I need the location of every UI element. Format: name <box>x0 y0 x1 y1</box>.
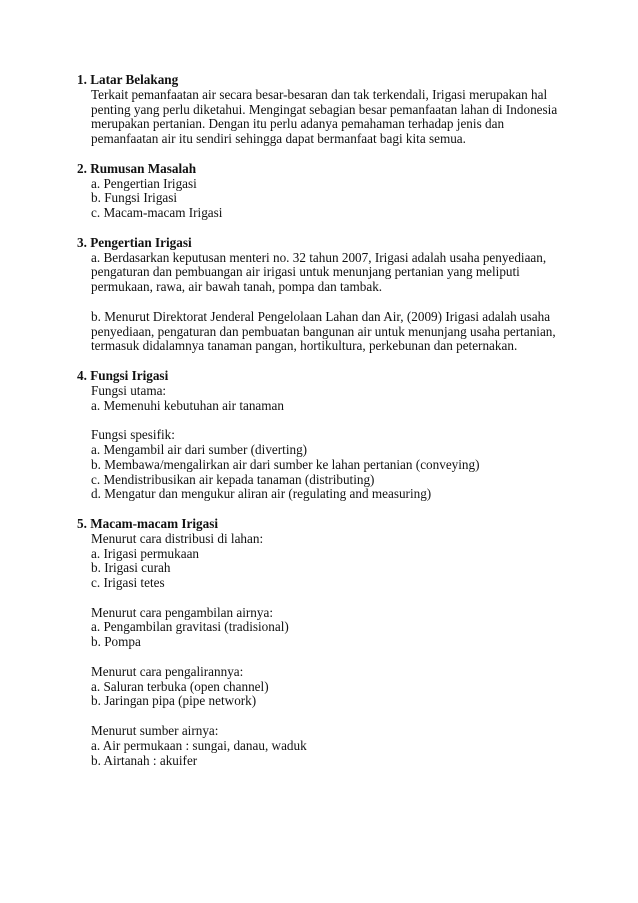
section-1 <box>77 73 577 147</box>
text-line: b. Airtanah : akuifer <box>91 752 198 768</box>
text-line: b. Membawa/mengalirkan air dari sumber ke lahan pertanian (conveying) <box>91 456 480 472</box>
paragraph <box>91 384 577 414</box>
paragraph <box>91 428 577 502</box>
document-body <box>77 73 577 783</box>
text-line: a. Air permukaan : sungai, danau, waduk <box>91 737 307 753</box>
section-2 <box>77 162 577 221</box>
section-4 <box>77 369 577 502</box>
text-line: a. Mengambil air dari sumber (diverting) <box>91 441 308 457</box>
section-3 <box>77 236 577 354</box>
section-heading: 3. Pengertian Irigasi <box>77 234 192 250</box>
text-line: permukaan, rawa, air bawah tanah, pompa dan tambak. <box>91 279 383 295</box>
text-line: b. Fungsi Irigasi <box>91 190 178 206</box>
text-line: d. Mengatur dan mengukur aliran air (regulating and measuring) <box>91 486 432 502</box>
text-line: pemanfaatan air itu sendiri sehingga dapat bermanfaat bagi kita semua. <box>91 131 466 147</box>
section-content <box>77 177 577 221</box>
text-line: Terkait pemanfaatan air secara besar-besaran dan tak terkendali, Irigasi merupakan hal <box>91 86 548 102</box>
section-heading: 5. Macam-macam Irigasi <box>77 515 218 531</box>
section-content <box>77 88 577 147</box>
text-line: b. Menurut Direktorat Jenderal Pengelolaan Lahan dan Air, (2009) Irigasi adalah usaha <box>91 308 551 324</box>
section-5 <box>77 517 577 769</box>
paragraph <box>91 310 577 354</box>
text-line: a. Pengertian Irigasi <box>91 175 197 191</box>
section-content <box>77 251 577 355</box>
text-line: a. Saluran terbuka (open channel) <box>91 678 269 694</box>
text-line: Menurut cara distribusi di lahan: <box>91 530 264 546</box>
section-heading: 4. Fungsi Irigasi <box>77 367 169 383</box>
paragraph-gap <box>91 413 577 428</box>
text-line: Menurut sumber airnya: <box>91 723 219 739</box>
paragraph <box>91 724 577 768</box>
paragraph-gap <box>91 709 577 724</box>
text-line: c. Macam-macam Irigasi <box>91 205 223 221</box>
text-line: termasuk didalamnya tanaman pangan, hortikultura, perkebunan dan peternakan. <box>91 338 518 354</box>
paragraph <box>91 88 577 147</box>
text-line: Fungsi spesifik: <box>91 427 175 443</box>
text-line: c. Mendistribusikan air kepada tanaman (distributing) <box>91 471 375 487</box>
paragraph <box>91 665 577 709</box>
text-line: a. Memenuhi kebutuhan air tanaman <box>91 397 284 413</box>
section-content <box>77 532 577 769</box>
paragraph-gap <box>91 650 577 665</box>
text-line: b. Pompa <box>91 634 141 650</box>
text-line: Menurut cara pengambilan airnya: <box>91 604 273 620</box>
paragraph-gap <box>91 591 577 606</box>
text-line: a. Irigasi permukaan <box>91 545 200 561</box>
paragraph <box>91 177 577 221</box>
section-heading: 2. Rumusan Masalah <box>77 160 197 176</box>
text-line: a. Pengambilan gravitasi (tradisional) <box>91 619 289 635</box>
text-line: pengaturan dan pembuangan air irigasi untuk menunjang pertanian yang meliputi <box>91 264 520 280</box>
text-line: penyediaan, pengaturan dan pembuatan bangunan air untuk menunjang usaha pertanian, <box>91 323 556 339</box>
paragraph-gap <box>91 295 577 310</box>
paragraph <box>91 532 577 591</box>
paragraph <box>91 251 577 295</box>
paragraph <box>91 606 577 650</box>
text-line: b. Irigasi curah <box>91 560 171 576</box>
text-line: b. Jaringan pipa (pipe network) <box>91 693 257 709</box>
text-line: Menurut cara pengalirannya: <box>91 663 244 679</box>
text-line: penting yang perlu diketahui. Mengingat sebagian besar pemanfaatan lahan di Indonesia <box>91 101 558 117</box>
text-line: a. Berdasarkan keputusan menteri no. 32 tahun 2007, Irigasi adalah usaha penyediaan, <box>91 249 547 265</box>
text-line: Fungsi utama: <box>91 382 167 398</box>
section-content <box>77 384 577 502</box>
text-line: merupakan pertanian. Dengan itu perlu adanya pemahaman terhadap jenis dan <box>91 116 505 132</box>
section-heading: 1. Latar Belakang <box>77 72 179 87</box>
text-line: c. Irigasi tetes <box>91 575 165 591</box>
